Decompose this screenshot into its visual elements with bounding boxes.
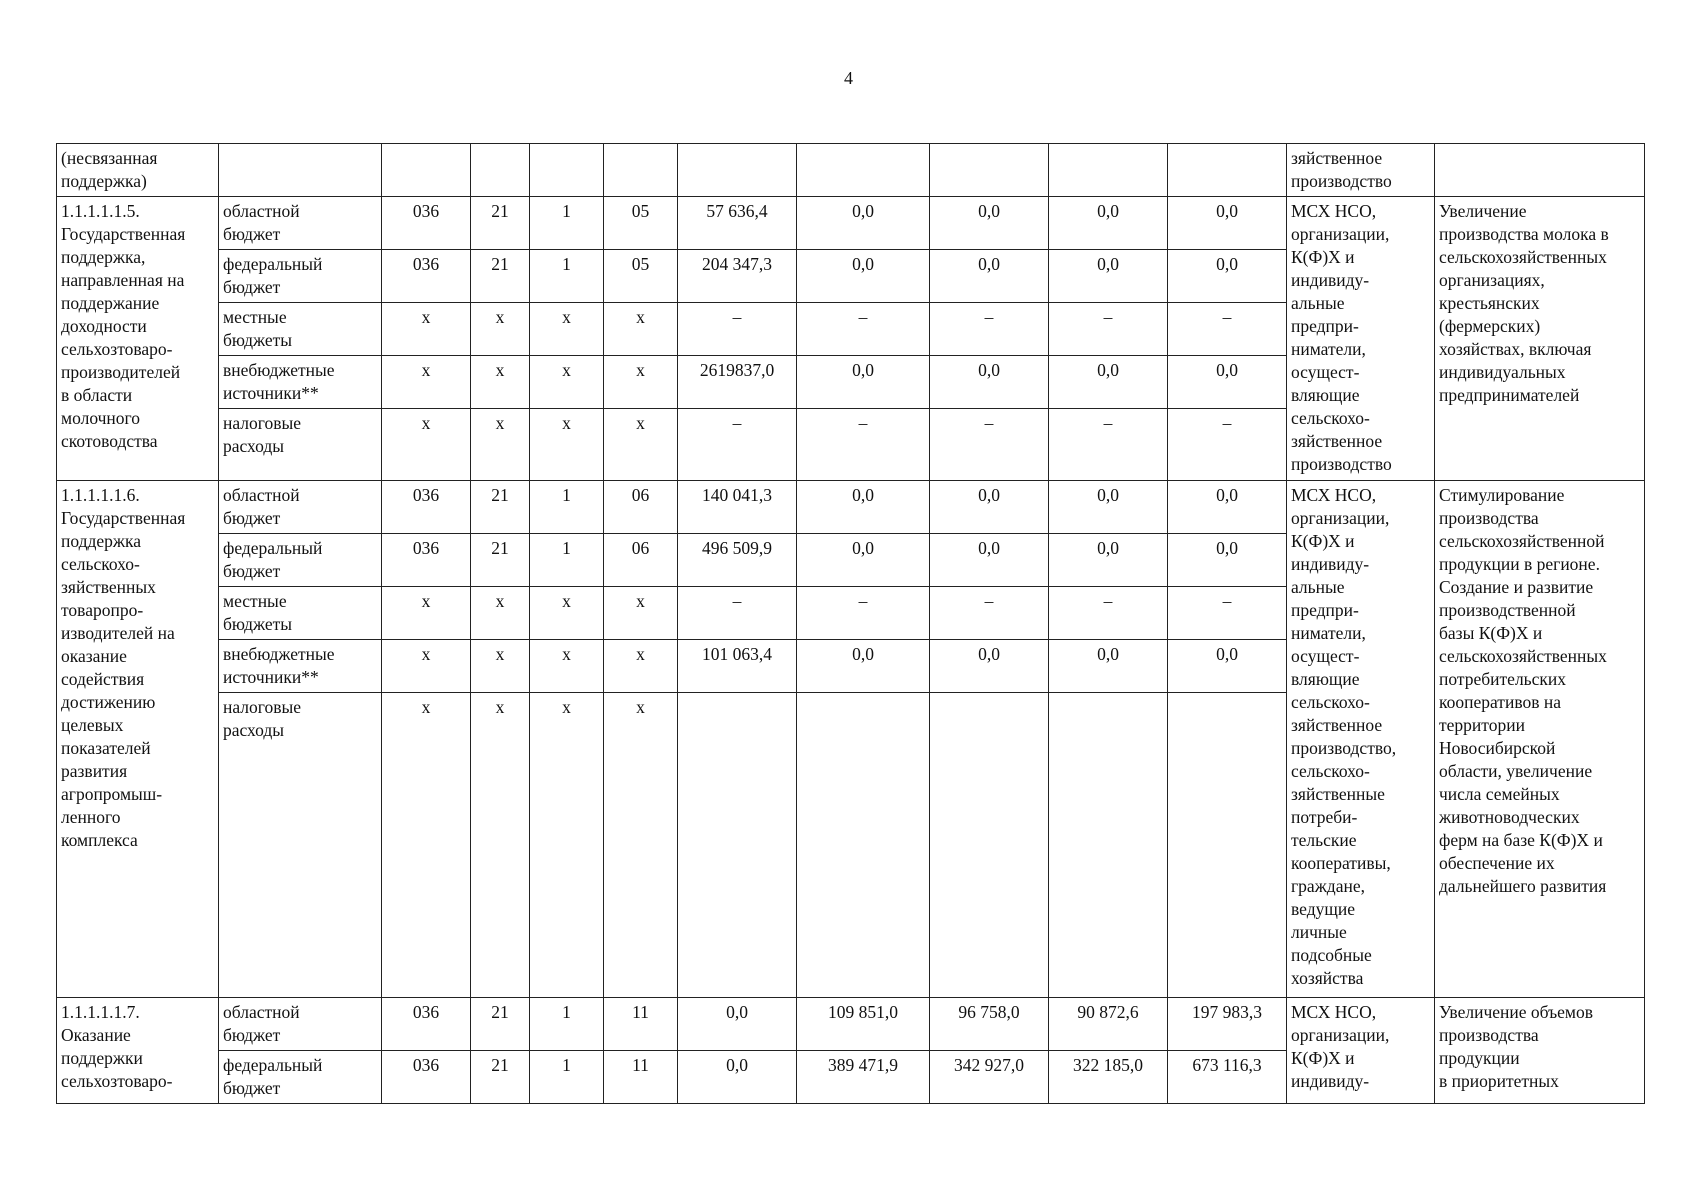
code-cell: х <box>382 303 471 356</box>
amount-cell: 109 851,0 <box>797 998 930 1051</box>
code-cell: 1 <box>530 998 604 1051</box>
expected-result-cell: Увеличение производства молока в сельскохозяйственных организациях, крестьянских (фермерских) хозяйствах, включая индивидуальных предпринимателей <box>1435 197 1645 481</box>
amount-cell: 0,0 <box>1168 197 1287 250</box>
amount-cell: 0,0 <box>678 998 797 1051</box>
amount-cell <box>1168 693 1287 998</box>
funding-source-cell: налоговые расходы <box>219 693 382 998</box>
funding-source-cell: федеральный бюджет <box>219 534 382 587</box>
code-cell: 036 <box>382 998 471 1051</box>
measure-name-cell: 1.1.1.1.1.5. Государственная поддержка, направленная на поддержание доходности сельхозтоваро- производителей в области молочного скотоводства <box>57 197 219 481</box>
code-cell: 11 <box>604 998 678 1051</box>
code-cell: 11 <box>604 1051 678 1104</box>
code-cell: х <box>382 640 471 693</box>
code-cell: 21 <box>471 481 530 534</box>
amount-cell: – <box>797 303 930 356</box>
funding-source-cell: областной бюджет <box>219 481 382 534</box>
code-cell: х <box>604 303 678 356</box>
page-number: 4 <box>844 68 853 88</box>
amount-cell: – <box>930 409 1049 481</box>
expected-result-cell: Увеличение объемов производства продукции в приоритетных <box>1435 998 1645 1104</box>
table-row <box>57 197 1645 250</box>
empty-cell <box>930 144 1049 197</box>
code-cell: 1 <box>530 197 604 250</box>
empty-cell <box>1168 144 1287 197</box>
amount-cell: 0,0 <box>1168 250 1287 303</box>
amount-cell: 0,0 <box>930 481 1049 534</box>
code-cell: 036 <box>382 197 471 250</box>
amount-cell: 0,0 <box>930 534 1049 587</box>
measure-name-cell: 1.1.1.1.1.7. Оказание поддержки сельхозтоваро- <box>57 998 219 1104</box>
amount-cell: – <box>1049 303 1168 356</box>
amount-cell: 0,0 <box>797 356 930 409</box>
code-cell: х <box>530 356 604 409</box>
executor-cell: МСХ НСО, организации, К(Ф)Х и индивиду- альные предпри- ниматели, осущест- вляющие сельскохо- зяйственное производство, сельскохо- зяйственные потреби- тельские кооперативы, граждане, ведущие личные подсобные хозяйства <box>1287 481 1435 998</box>
empty-cell <box>382 144 471 197</box>
table-row <box>57 998 1645 1051</box>
code-cell: х <box>604 356 678 409</box>
amount-cell: 0,0 <box>1168 481 1287 534</box>
amount-cell: – <box>930 303 1049 356</box>
executor-cell: зяйственное производство <box>1287 144 1435 197</box>
amount-cell: 0,0 <box>930 197 1049 250</box>
amount-cell: 0,0 <box>797 250 930 303</box>
amount-cell: 96 758,0 <box>930 998 1049 1051</box>
code-cell: х <box>471 303 530 356</box>
code-cell: х <box>604 640 678 693</box>
code-cell: х <box>530 409 604 481</box>
amount-cell: 0,0 <box>1049 481 1168 534</box>
code-cell: х <box>382 356 471 409</box>
table-body <box>57 144 1645 1104</box>
measure-name-cell: 1.1.1.1.1.6. Государственная поддержка сельскохо- зяйственных товаропро- изводителей на оказание содействия достижению целевых показателей развития агропромыш- ленного комплекса <box>57 481 219 998</box>
amount-cell: – <box>1168 409 1287 481</box>
code-cell: 1 <box>530 481 604 534</box>
table-row <box>57 144 1645 197</box>
executor-cell: МСХ НСО, организации, К(Ф)Х и индивиду- <box>1287 998 1435 1104</box>
funding-source-cell: федеральный бюджет <box>219 1051 382 1104</box>
amount-cell: 496 509,9 <box>678 534 797 587</box>
measure-name-cell: (несвязанная поддержка) <box>57 144 219 197</box>
amount-cell: 90 872,6 <box>1049 998 1168 1051</box>
code-cell: х <box>471 409 530 481</box>
amount-cell: 322 185,0 <box>1049 1051 1168 1104</box>
amount-cell: 101 063,4 <box>678 640 797 693</box>
code-cell: 1 <box>530 1051 604 1104</box>
empty-cell <box>1435 144 1645 197</box>
code-cell: 05 <box>604 250 678 303</box>
code-cell: х <box>471 640 530 693</box>
code-cell: 06 <box>604 534 678 587</box>
code-cell: 1 <box>530 534 604 587</box>
amount-cell: 0,0 <box>1049 197 1168 250</box>
amount-cell: 0,0 <box>1168 640 1287 693</box>
amount-cell: 0,0 <box>1168 356 1287 409</box>
amount-cell <box>678 693 797 998</box>
code-cell: х <box>530 693 604 998</box>
amount-cell: 140 041,3 <box>678 481 797 534</box>
code-cell: 21 <box>471 534 530 587</box>
amount-cell: 0,0 <box>1049 356 1168 409</box>
amount-cell: – <box>1168 303 1287 356</box>
amount-cell: 197 983,3 <box>1168 998 1287 1051</box>
code-cell: 036 <box>382 481 471 534</box>
table-row <box>57 481 1645 534</box>
code-cell: х <box>382 409 471 481</box>
empty-cell <box>1049 144 1168 197</box>
empty-cell <box>219 144 382 197</box>
amount-cell: – <box>678 587 797 640</box>
empty-cell <box>678 144 797 197</box>
code-cell: х <box>604 409 678 481</box>
code-cell: 036 <box>382 250 471 303</box>
amount-cell: 0,0 <box>797 640 930 693</box>
amount-cell: 0,0 <box>930 640 1049 693</box>
code-cell: х <box>471 693 530 998</box>
funding-source-cell: федеральный бюджет <box>219 250 382 303</box>
code-cell: 05 <box>604 197 678 250</box>
code-cell: х <box>471 356 530 409</box>
code-cell: 21 <box>471 1051 530 1104</box>
code-cell: х <box>530 587 604 640</box>
code-cell: х <box>530 640 604 693</box>
amount-cell <box>930 693 1049 998</box>
code-cell: х <box>471 587 530 640</box>
amount-cell: 2619837,0 <box>678 356 797 409</box>
funding-source-cell: местные бюджеты <box>219 587 382 640</box>
amount-cell: 0,0 <box>1049 640 1168 693</box>
amount-cell: – <box>1168 587 1287 640</box>
code-cell: х <box>604 587 678 640</box>
amount-cell: 0,0 <box>1049 534 1168 587</box>
amount-cell: 673 116,3 <box>1168 1051 1287 1104</box>
code-cell: 21 <box>471 197 530 250</box>
amount-cell: – <box>797 587 930 640</box>
amount-cell: 57 636,4 <box>678 197 797 250</box>
amount-cell: 0,0 <box>930 250 1049 303</box>
amount-cell: 204 347,3 <box>678 250 797 303</box>
amount-cell <box>1049 693 1168 998</box>
code-cell: х <box>382 693 471 998</box>
amount-cell: 0,0 <box>1049 250 1168 303</box>
amount-cell: 0,0 <box>678 1051 797 1104</box>
amount-cell: – <box>678 303 797 356</box>
funding-source-cell: налоговые расходы <box>219 409 382 481</box>
amount-cell: 0,0 <box>797 534 930 587</box>
amount-cell: 342 927,0 <box>930 1051 1049 1104</box>
code-cell: 1 <box>530 250 604 303</box>
empty-cell <box>604 144 678 197</box>
code-cell: х <box>604 693 678 998</box>
funding-source-cell: внебюджетные источники** <box>219 640 382 693</box>
amount-cell: – <box>678 409 797 481</box>
code-cell: 21 <box>471 998 530 1051</box>
code-cell: х <box>382 587 471 640</box>
empty-cell <box>530 144 604 197</box>
empty-cell <box>797 144 930 197</box>
amount-cell: – <box>1049 587 1168 640</box>
amount-cell: 0,0 <box>1168 534 1287 587</box>
amount-cell: – <box>930 587 1049 640</box>
amount-cell: 0,0 <box>930 356 1049 409</box>
code-cell: х <box>530 303 604 356</box>
funding-source-cell: внебюджетные источники** <box>219 356 382 409</box>
amount-cell: 389 471,9 <box>797 1051 930 1104</box>
funding-source-cell: областной бюджет <box>219 197 382 250</box>
empty-cell <box>471 144 530 197</box>
amount-cell: – <box>797 409 930 481</box>
amount-cell: – <box>1049 409 1168 481</box>
code-cell: 21 <box>471 250 530 303</box>
amount-cell: 0,0 <box>797 197 930 250</box>
amount-cell: 0,0 <box>797 481 930 534</box>
funding-source-cell: областной бюджет <box>219 998 382 1051</box>
expected-result-cell: Стимулирование производства сельскохозяйственной продукции в регионе. Создание и развитие производственной базы К(Ф)Х и сельскохозяйственных потребительских кооперативов на территории Новосибирской области, увеличение числа семейных животноводческих ферм на базе К(Ф)Х и обеспечение их дальнейшего развития <box>1435 481 1645 998</box>
code-cell: 036 <box>382 534 471 587</box>
budget-table <box>56 143 1645 1104</box>
executor-cell: МСХ НСО, организации, К(Ф)Х и индивиду- альные предпри- ниматели, осущест- вляющие сельскохо- зяйственное производство <box>1287 197 1435 481</box>
amount-cell <box>797 693 930 998</box>
code-cell: 036 <box>382 1051 471 1104</box>
code-cell: 06 <box>604 481 678 534</box>
funding-source-cell: местные бюджеты <box>219 303 382 356</box>
